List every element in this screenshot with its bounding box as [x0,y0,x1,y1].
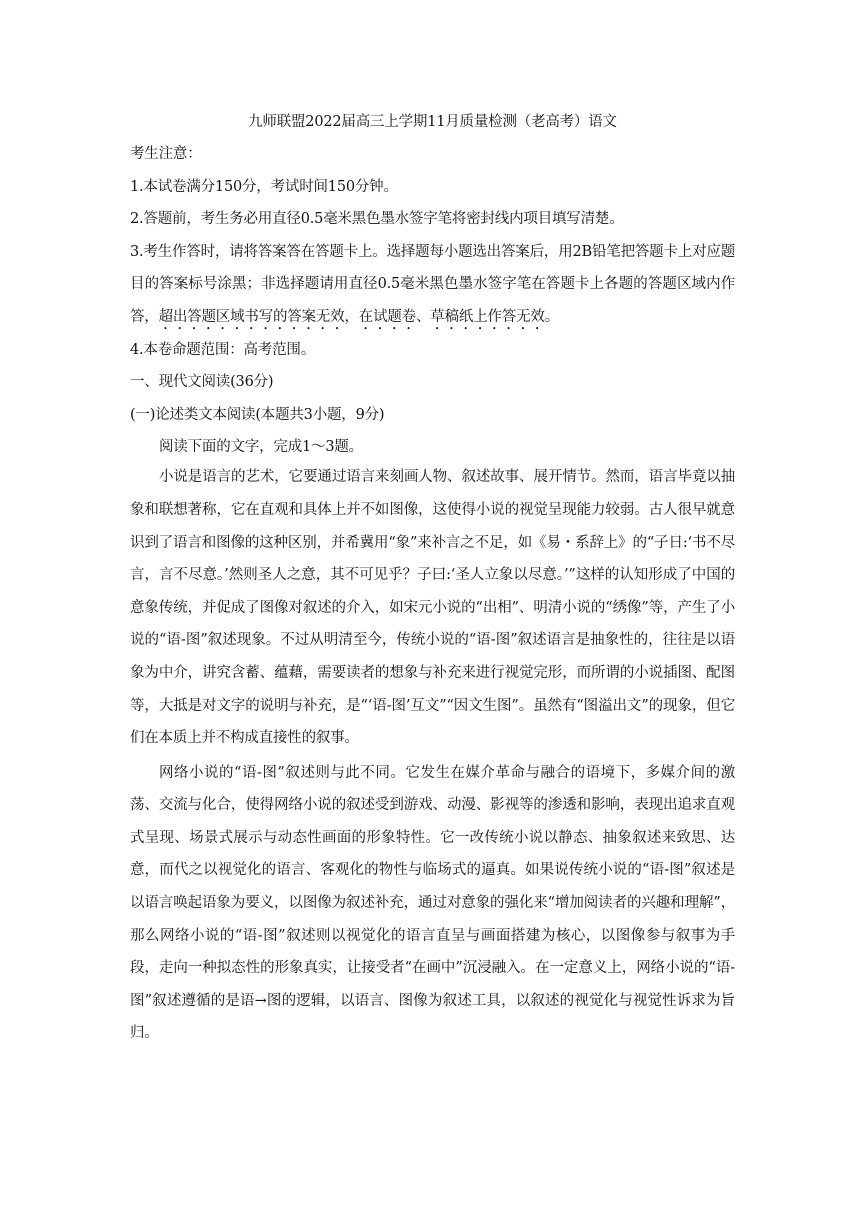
note-3-emphasis: 超出答题区域书写的答案无效，在试题卷、草稿纸上作答无效。 [158,308,560,325]
subsection-heading: (一)论述类文本阅读(本题共3小题，9分) [130,406,385,423]
section-heading: 一、现代文阅读(36分) [130,374,274,391]
reading-instruction: 阅读下面的文字，完成1～3题。 [159,439,363,456]
note-1: 1.本试卷满分150分，考试时间150分钟。 [130,178,398,195]
paragraph-2: 网络小说的“语-图”叙述则与此不同。它发生在媒介革命与融合的语境下，多媒介间的激荡、交流与化合，使得网络小说的叙述受到游戏、动漫、影视等的渗透和影响，表现出追求直观式呈现、场景式展示与动态性画面的形象特性。它一改传统小说以静态、抽象叙述来致思、达意，而代之以视觉化的语言、客观化的物性与临场式的逼真。如果说传统小说的“语-图”叙述是以语言唤起语象为要义，以图像为叙述补充，通过对意象的强化来“增加阅读者的兴趣和理解”，那么网络小说的“语-图”叙述则以视觉化的语言直呈与画面搭建为核心，以图像参与叙事为手段，走向一种拟态性的形象真实，让接受者“在画中”沉浸融入。在一定意义上，网络小说的“语-图”叙述遵循的是语→图的逻辑，以语言、图像为叙述工具，以叙述的视觉化与视觉性诉求为旨归。 [130,764,735,1042]
notice-heading: 考生注意： [130,146,202,162]
note-3 [130,236,735,334]
document-title: 九师联盟2022届高三上学期11月质量检测（老高考）语文 [248,114,617,130]
paragraph-1: 小说是语言的艺术，它要通过语言来刻画人物、叙述故事、展开情节。然而，语言毕竟以抽象和联想著称，它在直观和具体上并不如图像，这使得小说的视觉呈现能力较弱。古人很早就意识到了语言和图像的这种区别，并希冀用“象”来补言之不足，如《易・系辞上》的“子日:‘书不尽言，言不尽意。’然则圣人之意，其不可见乎？子曰:‘圣人立象以尽意。’”这样的认知形成了中国的意象传统，并促成了图像对叙述的介入，如宋元小说的“出相”、明清小说的“绣像”等，产生了小说的“语-图”叙述现象。不过从明清至今，传统小说的“语-图”叙述语言是抽象性的，往往是以语象为中介，讲究含蓄、蕴藉，需要读者的想象与补充来进行视觉完形，而所谓的小说插图、配图等，大抵是对文字的说明与补充，是“‘语-图’互文”“因文生图”。虽然有“图溢出文”的现象，但它们在本质上并不构成直接性的叙事。 [130,469,735,747]
note-2: 2.答题前，考生务必用直径0.5毫米黑色墨水签字笔将密封线内项目填写清楚。 [130,211,624,228]
document-page [130,112,735,1050]
note-4: 4.本卷命题范围：高考范围。 [130,341,316,358]
note-3-text: 3.考生作答时，请将答案答在答题卡上。选择题每小题选出答案后，用2B铅笔把答题卡上对应题目的答案标号涂黑；非选择题请用直径0.5毫米黑色墨水签字笔在答题卡上各题的答题区域内作答， [130,243,735,325]
